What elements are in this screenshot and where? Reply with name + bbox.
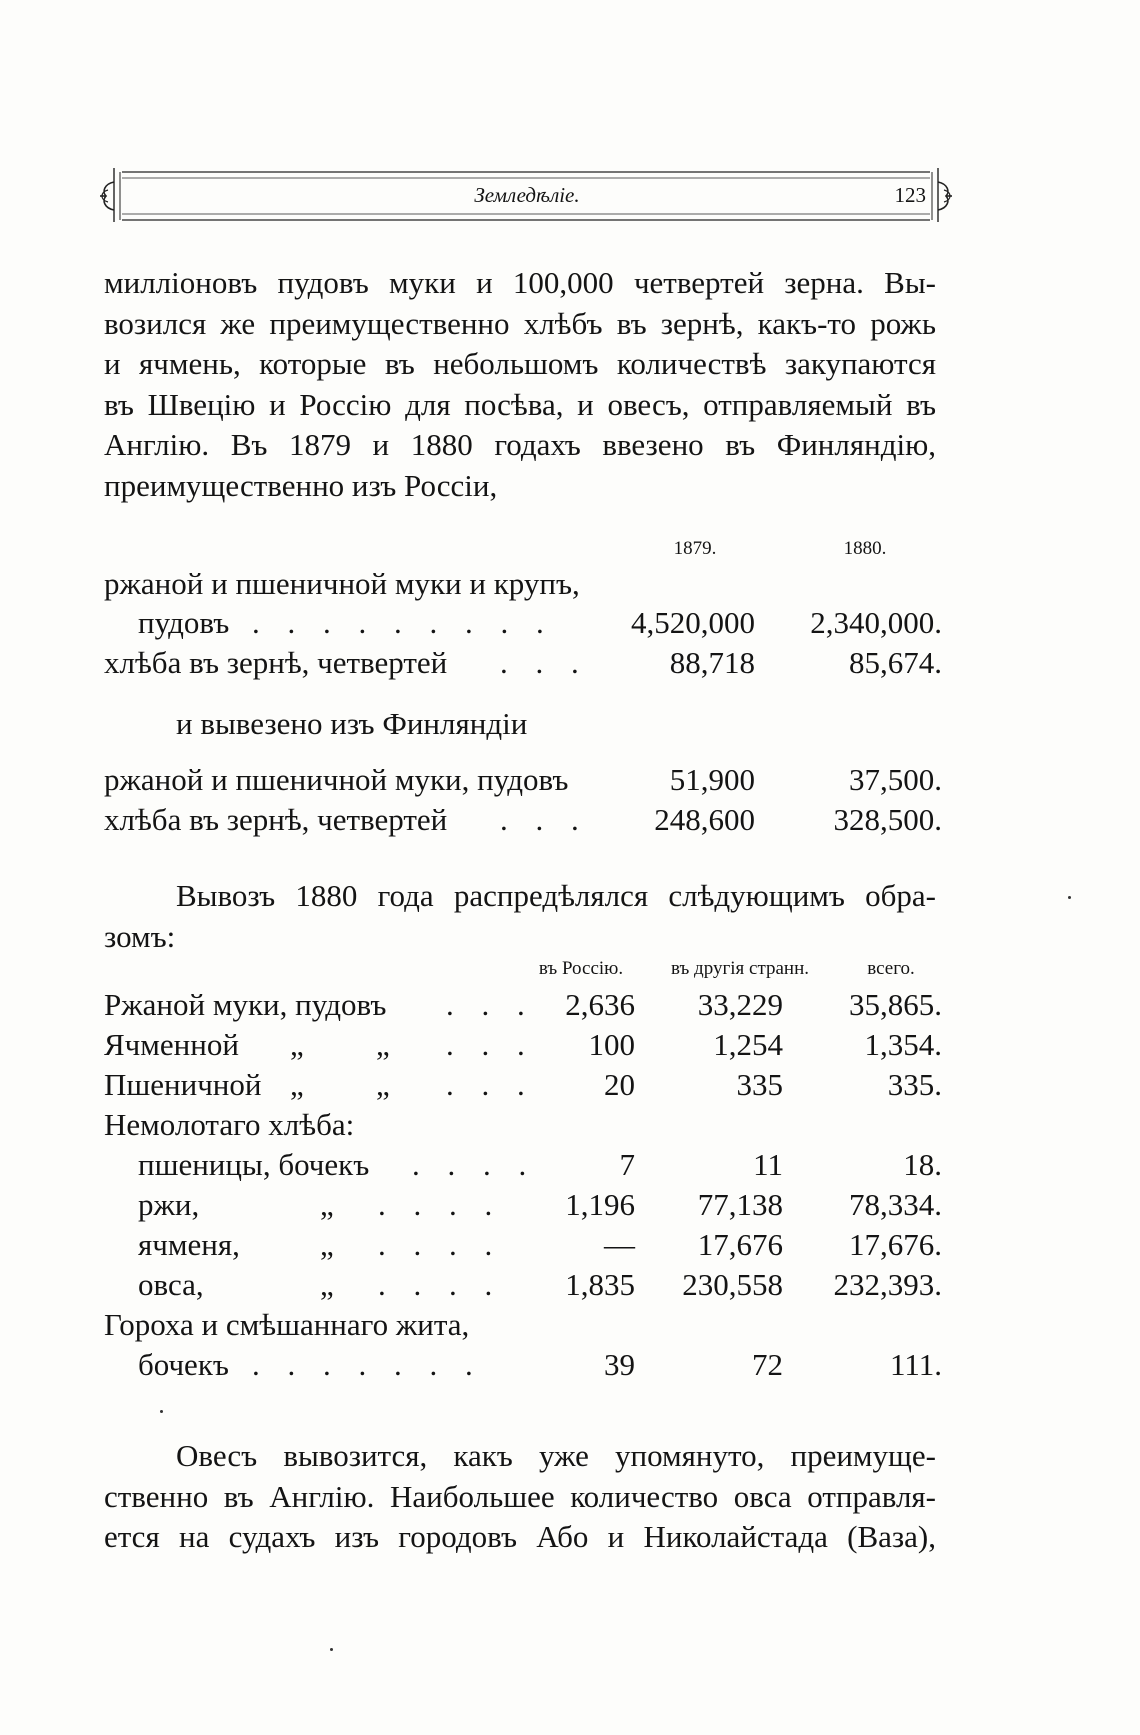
import-row2-1880: 85,674. [849,645,942,680]
row-group-label: Немолотаго хлѣба: [104,1107,355,1142]
ditto-mark: „ [320,1227,334,1262]
export-row1-label: ржаной и пшеничной муки, пудовъ [104,762,569,797]
scan-speck [1068,896,1071,899]
value-other: 72 [752,1347,783,1382]
import-row1-label: ржаной и пшеничной муки и крупъ, [104,566,580,601]
col-header-1880: 1880. [843,538,887,559]
value-total: 335. [887,1067,942,1102]
value-total: 17,676. [849,1227,942,1262]
leader-dots: . . . [446,987,535,1022]
running-head-title: Земледѣліе. [474,183,580,207]
col-header-total: всего. [867,958,915,979]
row-label: Ржаной муки, пудовъ [104,987,387,1022]
leader-dots: . . . . . . . . . [252,605,554,640]
leader-dots: . . . [500,802,589,837]
row-label: бочекъ [138,1347,229,1382]
scan-speck [160,1410,163,1413]
leader-dots: . . . [446,1027,535,1062]
text-line: Овесъ вывозится, какъ уже упомянуто, преимуще- [176,1438,936,1473]
ditto-mark: „ [290,1067,304,1102]
value-total: 18. [903,1147,942,1182]
ditto-mark: „ [320,1187,334,1222]
export-row1-1879: 51,900 [669,762,755,797]
value-russia: 2,636 [565,987,635,1022]
ditto-mark: „ [320,1267,334,1302]
leader-dots: . . . . . . . [252,1347,483,1382]
running-head [92,168,962,236]
distribution-intro [104,876,936,957]
value-total: 1,354. [864,1027,942,1062]
value-russia: 1,835 [565,1267,635,1302]
ditto-mark: „ [290,1027,304,1062]
value-other: 77,138 [697,1187,783,1222]
value-russia: 1,196 [565,1187,635,1222]
text-line: Вывозъ 1880 года распредѣлялся слѣдующимъ обра- [176,878,936,913]
value-total: 232,393. [833,1267,942,1302]
text-line: ственно въ Англію. Наибольшее количество овса отправля- [104,1478,936,1514]
value-total: 35,865. [849,987,942,1022]
row-label: Пшеничной [104,1067,262,1102]
text-line: въ Швецію и Россію для посѣва, и овесъ, отправляемый въ [104,386,936,422]
text-line: возился же преимущественно хлѣбъ въ зернѣ, какъ-то рожь [104,305,936,341]
import-row1-1880: 2,340,000. [810,605,942,640]
value-other: 11 [753,1147,783,1182]
scan-speck [330,1648,333,1651]
export-row2-label: хлѣба въ зернѣ, четвертей [104,802,448,837]
value-other: 33,229 [697,987,783,1022]
page-number: 123 [894,183,926,207]
ditto-mark: „ [376,1067,390,1102]
text-line: и ячмень, которые въ небольшомъ количествѣ закупаются [104,346,936,381]
export-row2-1880: 328,500. [833,802,942,837]
leader-dots: . . . . [378,1187,503,1222]
import-row2-1879: 88,718 [669,645,755,680]
value-total: 111. [890,1347,942,1382]
value-russia: 7 [619,1147,635,1182]
export-row1-1880: 37,500. [849,762,942,797]
value-other: 17,676 [697,1227,783,1262]
value-russia: — [604,1227,635,1262]
row-label: Ячменной [104,1027,239,1062]
value-other: 230,558 [682,1267,783,1302]
intro-paragraph [104,263,936,506]
closing-paragraph [104,1436,936,1558]
row-label: ячменя, [138,1227,240,1262]
leader-dots: . . . [446,1067,535,1102]
value-russia: 20 [604,1067,635,1102]
import-row1-label-cont: пудовъ [138,605,230,640]
col-header-russia: въ Россію. [538,958,624,979]
row-group-label: Гороха и смѣшаннаго жита, [104,1307,470,1342]
leader-dots: . . . . [378,1267,503,1302]
export-intro: и вывезено изъ Финляндіи [176,706,528,741]
text-line: преимущественно изъ Россіи, [104,467,498,503]
import-row1-1879: 4,520,000 [631,605,755,640]
leader-dots: . . . . [412,1147,537,1182]
text-line: милліоновъ пудовъ муки и 100,000 четвертей зерна. Вы- [104,265,936,300]
text-line: зомъ: [104,918,176,954]
col-header-1879: 1879. [673,538,717,559]
value-other: 335 [736,1067,783,1102]
row-label: овса, [138,1267,204,1302]
export-row2-1879: 248,600 [654,802,755,837]
value-total: 78,334. [849,1187,942,1222]
value-russia: 39 [604,1347,635,1382]
value-russia: 100 [588,1027,635,1062]
row-label: пшеницы, бочекъ [138,1147,370,1182]
leader-dots: . . . . [378,1227,503,1262]
text-line: Англію. Въ 1879 и 1880 годахъ ввезено въ Финляндію, [104,427,936,462]
text-line: ется на судахъ изъ городовъ Або и Николайстада (Ваза), [104,1519,936,1554]
row-label: ржи, [138,1187,200,1222]
leader-dots: . . . [500,645,589,680]
import-row2-label: хлѣба въ зернѣ, четвертей [104,645,448,680]
ditto-mark: „ [376,1027,390,1062]
col-header-other-countries: въ другія странн. [670,958,810,979]
value-other: 1,254 [713,1027,783,1062]
